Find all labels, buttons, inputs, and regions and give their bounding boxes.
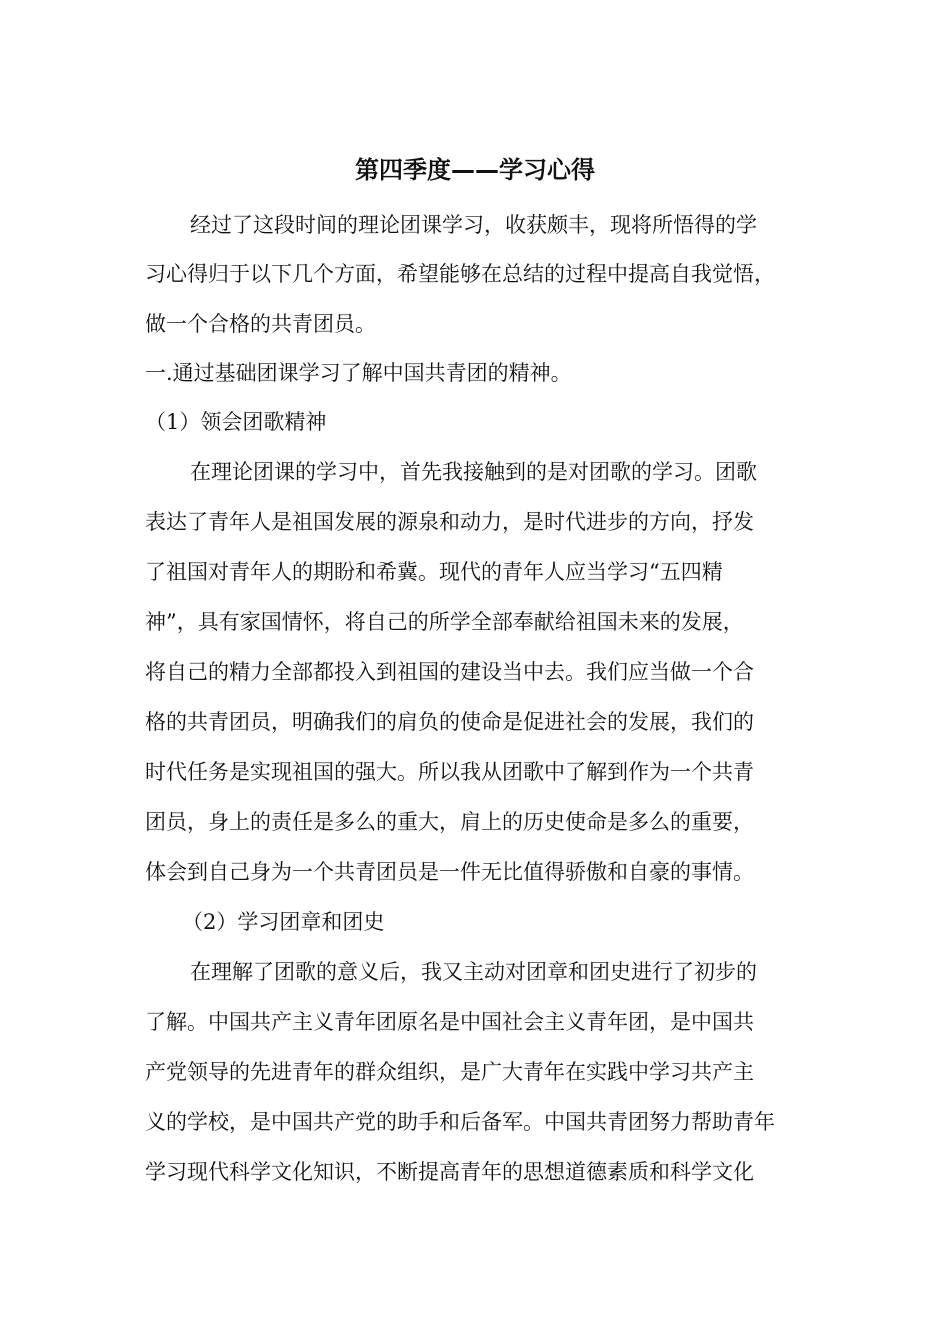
body-line: 了祖国对青年人的期盼和希冀。现代的青年人应当学习“五四精 — [145, 560, 723, 584]
body-line: 在理解了团歌的意义后，我又主动对团章和团史进行了初步的 — [190, 960, 757, 984]
body-line: 经过了这段时间的理论团课学习，收获颇丰，现将所悟得的学 — [190, 213, 757, 237]
body-line: 表达了青年人是祖国发展的源泉和动力，是时代进步的方向，抒发 — [145, 510, 754, 534]
body-line: 神”，具有家国情怀，将自己的所学全部奉献给祖国未来的发展， — [145, 610, 744, 634]
page-title: 第四季度——学习心得 — [355, 156, 595, 184]
body-line: 产党领导的先进青年的群众组织，是广大青年在实践中学习共产主 — [145, 1060, 754, 1084]
body-line: 体会到自己身为一个共青团员是一件无比值得骄傲和自豪的事情。 — [145, 860, 754, 884]
body-line: 将自己的精力全部都投入到祖国的建设当中去。我们应当做一个合 — [145, 660, 754, 684]
section-heading: 一.通过基础团课学习了解中国共青团的精神。 — [145, 361, 572, 385]
body-line: 时代任务是实现祖国的强大。所以我从团歌中了解到作为一个共青 — [145, 760, 754, 784]
subsection-heading: （1）领会团歌精神 — [145, 410, 327, 434]
body-line: 了解。中国共产主义青年团原名是中国社会主义青年团，是中国共 — [145, 1010, 754, 1034]
body-line: 学习现代科学文化知识，不断提高青年的思想道德素质和科学文化 — [145, 1160, 754, 1184]
body-line: 义的学校，是中国共产党的助手和后备军。中国共青团努力帮助青年 — [145, 1110, 775, 1134]
subsection-heading: （2）学习团章和团史 — [182, 910, 385, 934]
body-line: 习心得归于以下几个方面，希望能够在总结的过程中提高自我觉悟， — [145, 262, 775, 286]
body-line: 做一个合格的共青团员。 — [145, 312, 376, 336]
body-line: 在理论团课的学习中，首先我接触到的是对团歌的学习。团歌 — [190, 460, 757, 484]
body-line: 团员，身上的责任是多么的重大，肩上的历史使命是多么的重要， — [145, 810, 754, 834]
body-line: 格的共青团员，明确我们的肩负的使命是促进社会的发展，我们的 — [145, 710, 754, 734]
